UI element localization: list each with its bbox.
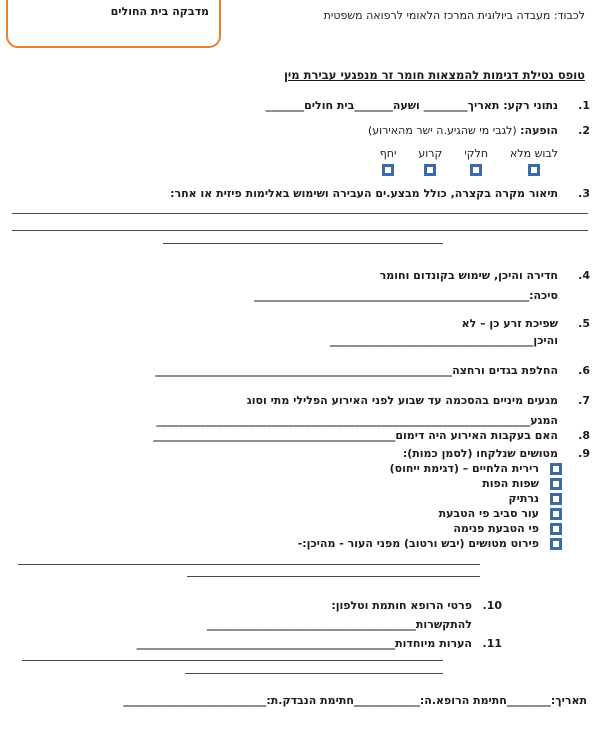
option-partial xyxy=(464,146,488,176)
write-in-line[interactable] xyxy=(163,243,443,244)
item-10 xyxy=(10,598,590,632)
checkbox-full-dress[interactable] xyxy=(528,164,540,176)
item-7-number: 7. xyxy=(578,394,590,407)
checkbox-buccal[interactable] xyxy=(550,463,562,475)
checkbox-partial[interactable] xyxy=(470,164,482,176)
checkbox-vaginal[interactable] xyxy=(550,493,562,505)
swab-label-anal-internal: פי הטבעת פנימה xyxy=(453,522,539,535)
item-2-number: 2. xyxy=(578,124,590,137)
item-8-number: 8. xyxy=(578,429,590,442)
appearance-options xyxy=(10,146,558,176)
write-in-line[interactable] xyxy=(22,660,443,661)
swab-row xyxy=(10,536,562,551)
checkbox-perianal-skin[interactable] xyxy=(550,508,562,520)
write-in-line[interactable] xyxy=(12,230,588,231)
swab-label-labia: שפות הפות xyxy=(482,477,539,490)
item-2-text xyxy=(368,123,558,138)
checkbox-skin-detail[interactable] xyxy=(550,538,562,550)
item-3-text: תיאור מקרה בקצרה, כולל מבצע.ים העבירה ושימוש באלימות פיזית או אחר: xyxy=(170,187,558,200)
signature-row xyxy=(10,693,587,708)
item-5-blank[interactable]: והיכן_____________________________________ xyxy=(329,334,558,347)
item-6-number: 6. xyxy=(578,364,590,377)
option-barefoot xyxy=(380,146,397,176)
item-11-number: 11. xyxy=(482,637,502,650)
item-9-number: 9. xyxy=(578,447,590,460)
swab-label-vaginal: נרתיק xyxy=(508,492,539,505)
item-8 xyxy=(10,428,590,443)
item-5-text: שפיכת זרע כן – לא xyxy=(461,317,558,330)
option-barefoot-label: יחף xyxy=(379,147,397,160)
item-8-text[interactable]: האם בעקבות האירוע היה דימום____________________________________________ xyxy=(153,429,558,442)
swab-row xyxy=(10,521,562,536)
option-torn xyxy=(418,146,442,176)
write-in-line[interactable] xyxy=(187,576,480,577)
item-3-number: 3. xyxy=(578,187,590,200)
item-10-blank[interactable]: להתקשרות______________________________________ xyxy=(206,618,472,631)
item-4 xyxy=(10,268,590,303)
item-5-number: 5. xyxy=(578,317,590,330)
item-2-label: הופעה: xyxy=(520,124,558,137)
item-9-text: מטושים שנלקחו (לסמן כמות): xyxy=(402,447,558,460)
checkbox-barefoot[interactable] xyxy=(382,164,394,176)
item-7 xyxy=(10,393,590,428)
swab-row xyxy=(10,491,562,506)
item-4-number: 4. xyxy=(578,269,590,282)
item-1-number: 1. xyxy=(578,99,590,112)
item-10-number: 10. xyxy=(482,599,502,612)
item-3 xyxy=(10,186,590,244)
checkbox-labia[interactable] xyxy=(550,478,562,490)
swab-row xyxy=(10,506,562,521)
item-11-text[interactable]: הערות מיוחדות_______________________________________________ xyxy=(136,637,472,650)
item-5 xyxy=(10,316,590,348)
option-full-dress xyxy=(510,146,558,176)
item-1 xyxy=(10,98,590,113)
swab-label-perianal-skin: עור סביב פי הטבעת xyxy=(438,507,539,520)
swab-label-skin-detail: פירוט מטושים (יבש ורטוב) מפני העור - מהיכן:- xyxy=(297,537,539,550)
item-1-text: נתוני רקע: תאריך________ ושעה_______בית חולים_______ xyxy=(265,99,558,112)
item-6 xyxy=(10,363,590,378)
checkbox-torn[interactable] xyxy=(424,164,436,176)
signature-line[interactable]: תאריך:________חתימת הרופא.ה:____________חתימת הנבדק.ת:__________________________ xyxy=(123,694,587,707)
write-in-line[interactable] xyxy=(12,213,588,214)
item-4-blank[interactable]: סיכה:__________________________________________________ xyxy=(254,289,558,302)
hospital-sticker-box xyxy=(6,0,221,48)
item-2-note: (לגבי מי שהגיע.ה ישר מהאירוע) xyxy=(367,124,521,137)
swab-label-buccal: רירית הלחיים – (דגימת ייחוס) xyxy=(389,462,539,475)
item-10-text: פרטי הרופא חותמת וטלפון: xyxy=(331,599,472,612)
option-torn-label: קרוע xyxy=(418,147,443,160)
write-in-line[interactable] xyxy=(185,673,443,674)
item-4-text: חדירה והיכן, שימוש בקונדום וחומר xyxy=(379,269,558,282)
item-9 xyxy=(10,446,590,577)
item-2 xyxy=(10,123,590,176)
item-6-text[interactable]: החלפת בגדים ורחצה______________________________________________________ xyxy=(155,364,558,377)
option-full-dress-label: לבוש מלא xyxy=(510,147,558,160)
swab-row xyxy=(10,461,562,476)
write-in-line[interactable] xyxy=(18,564,480,565)
swab-row xyxy=(10,476,562,491)
item-11 xyxy=(10,636,590,674)
option-partial-label: חלקי xyxy=(464,147,489,160)
form-title: טופס נטילת דגימות להמצאות חומר זר מנפגעי עבירת מין xyxy=(283,68,585,82)
checkbox-anal-internal[interactable] xyxy=(550,523,562,535)
item-7-text: מגעים מיניים בהסכמה עד שבוע לפני האירוע הפלילי מתי וסוג xyxy=(246,394,558,407)
hospital-sticker-label: מדבקה בית החולים xyxy=(110,5,209,18)
addressee-line: לכבוד: מעבדה ביולוגית המרכז הלאומי לרפואה משפטית xyxy=(323,9,585,22)
item-7-blank[interactable]: המגע____________________________________________________________________ xyxy=(156,414,558,427)
